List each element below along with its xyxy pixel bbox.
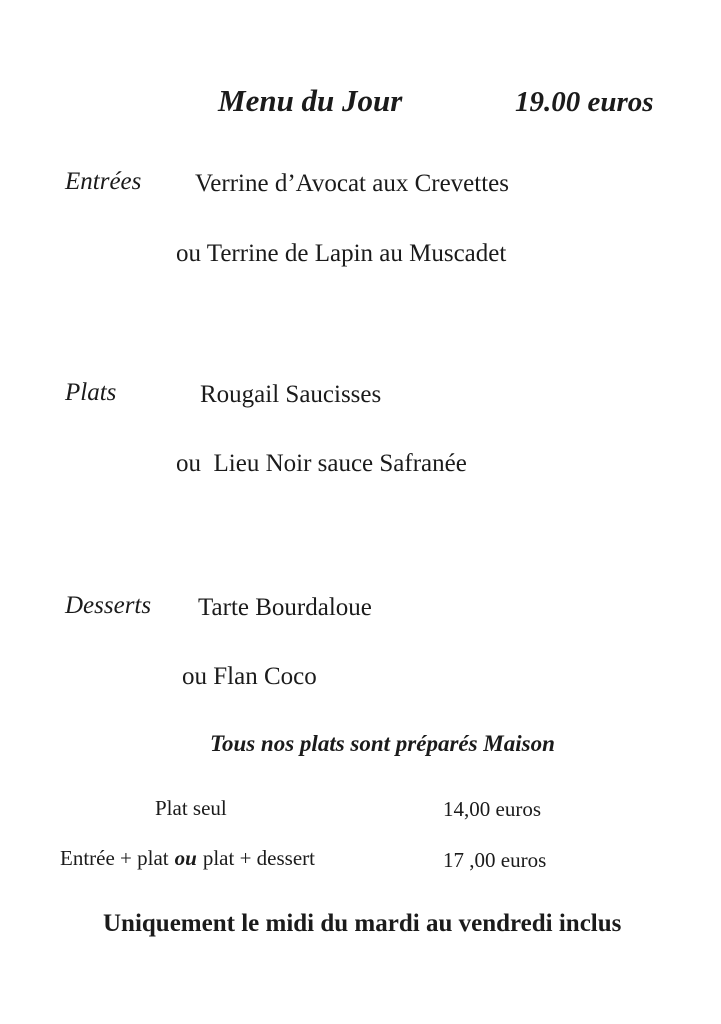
section-label-plats: Plats: [65, 379, 117, 406]
section-label-desserts: Desserts: [65, 592, 152, 619]
formule-price: 17 ,00 euros: [443, 848, 547, 872]
plat-seul-price: 14,00 euros: [443, 797, 541, 821]
plat-seul-label: Plat seul: [155, 796, 227, 820]
formule-prefix: Entrée + plat: [60, 846, 169, 870]
entrees-first-dish: Verrine d’Avocat aux Crevettes: [195, 170, 509, 197]
formule-or: ou: [174, 846, 197, 870]
opening-hours-note: Uniquement le midi du mardi au vendredi inclus: [103, 910, 622, 937]
entrees-alternative-dish: ou Terrine de Lapin au Muscadet: [176, 240, 507, 267]
desserts-alternative-dish: ou Flan Coco: [182, 663, 317, 690]
house-made-note: Tous nos plats sont préparés Maison: [210, 731, 555, 756]
formule-suffix: plat + dessert: [202, 846, 315, 870]
menu-price: 19.00 euros: [515, 86, 654, 118]
plats-alternative-dish: ou Lieu Noir sauce Safranée: [176, 450, 467, 477]
menu-title: Menu du Jour: [218, 83, 403, 118]
section-label-entrees: Entrées: [65, 168, 142, 195]
formule-label: [60, 847, 315, 870]
plats-first-dish: Rougail Saucisses: [200, 381, 382, 408]
desserts-first-dish: Tarte Bourdaloue: [198, 594, 372, 621]
